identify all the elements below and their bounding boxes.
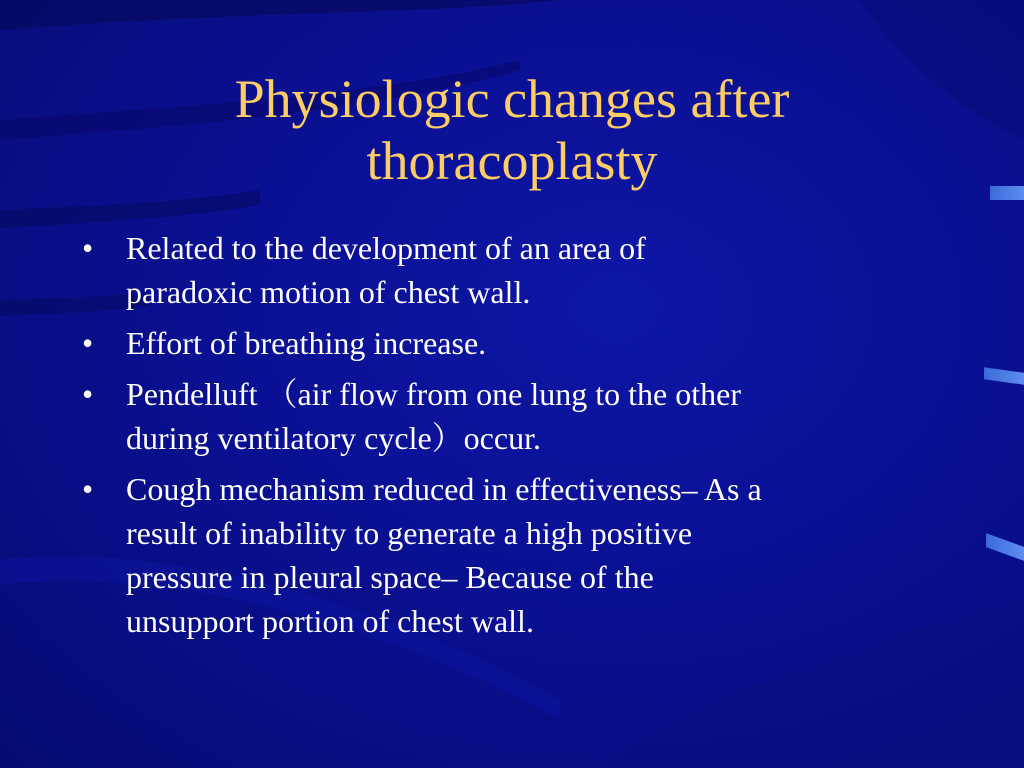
bullet-text-line: pressure in pleural space– Because of the — [126, 559, 654, 595]
bullet-text-line: unsupport portion of chest wall. — [126, 603, 534, 639]
bullet-item — [82, 321, 932, 365]
bullet-text-line: during ventilatory cycle）occur. — [126, 420, 541, 456]
bullet-text-line: Related to the development of an area of — [126, 230, 646, 266]
bullet-icon: • — [82, 230, 94, 266]
bullet-icon: • — [82, 325, 94, 361]
slide-title-line-1: Physiologic changes after — [234, 69, 790, 129]
bullet-text-line: Cough mechanism reduced in effectiveness– As a — [126, 471, 762, 507]
bullet-item — [82, 372, 932, 460]
bullet-icon: • — [82, 471, 94, 507]
bullet-icon: • — [82, 376, 94, 412]
bullet-item — [82, 226, 932, 314]
slide-title-line-2: thoracoplasty — [366, 131, 658, 191]
bullet-item — [82, 467, 932, 643]
bullet-text-line: Pendelluft （air flow from one lung to the other — [126, 376, 741, 412]
bullet-text-line: Effort of breathing increase. — [126, 325, 487, 361]
edge-accent-1 — [990, 186, 1024, 200]
bullet-text-line: result of inability to generate a high positive — [126, 515, 693, 551]
bullet-text-line: paradoxic motion of chest wall. — [126, 274, 531, 310]
slide-title — [120, 68, 904, 192]
bullet-list — [82, 226, 932, 650]
